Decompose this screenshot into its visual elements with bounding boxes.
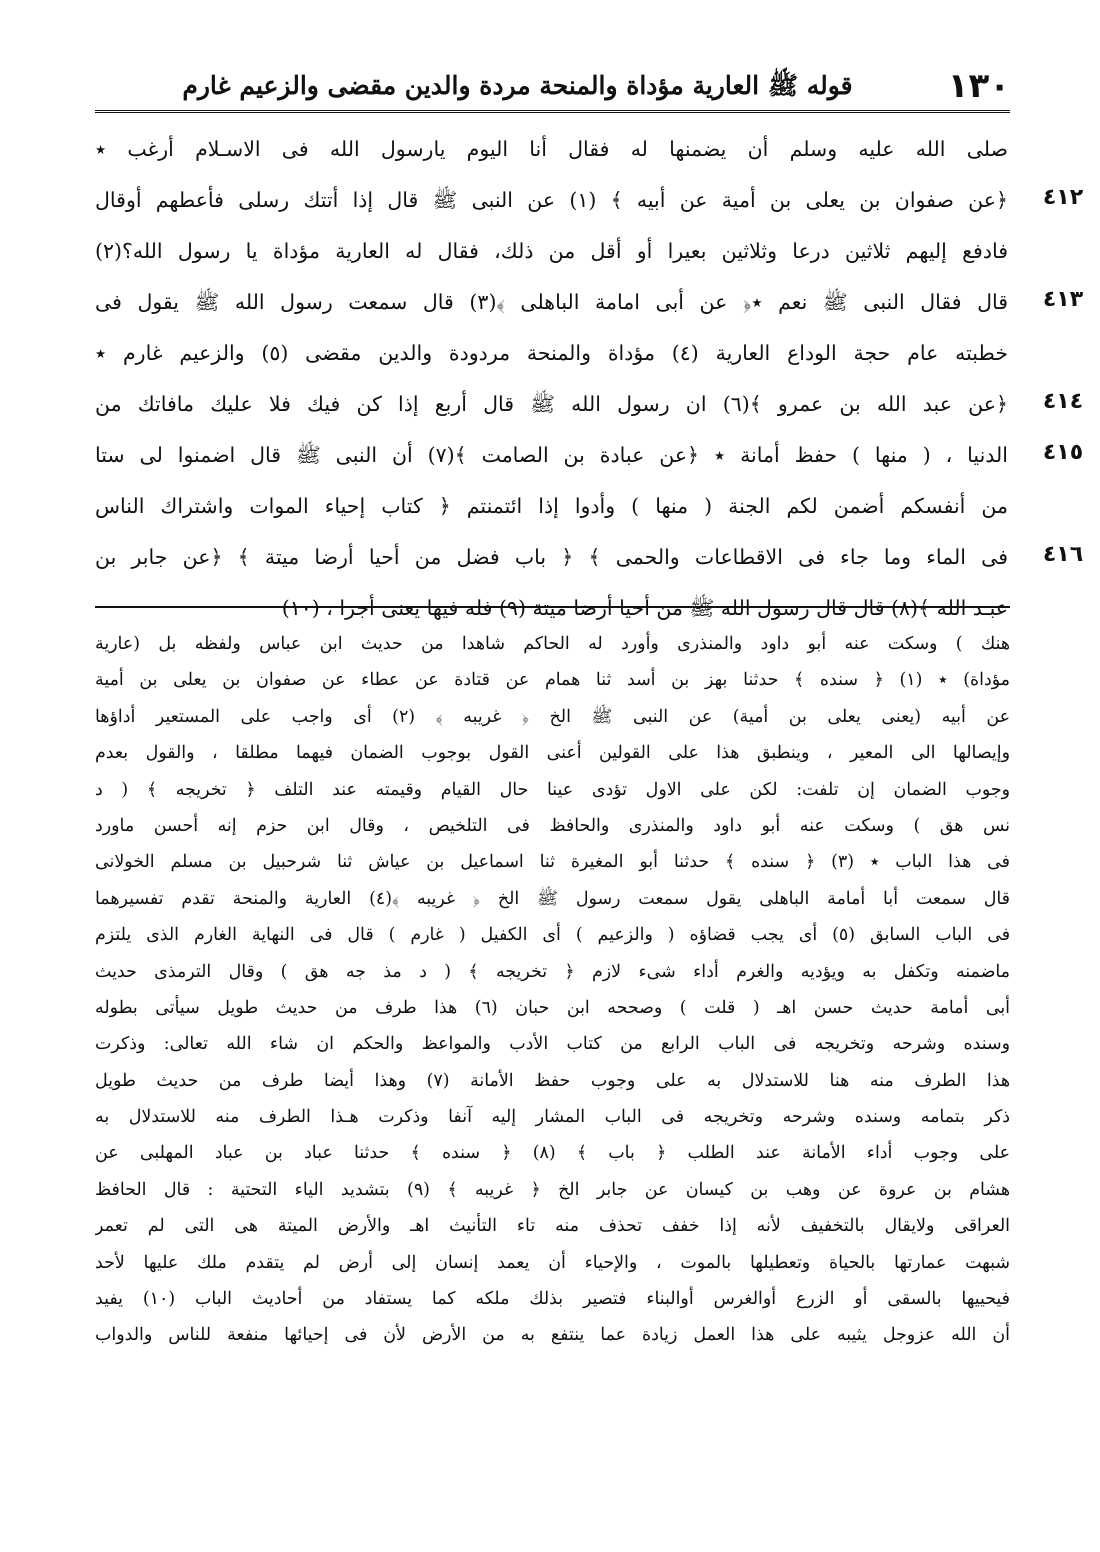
commentary-line: هنك ) وسكت عنه أبو داود والمنذرى وأورد له الحاكم شاهدا من حديث ابن عباس ولفظه بل (عارية xyxy=(95,634,1010,654)
commentary-line: وسنده وشرحه وتخريجه فى الباب الرابع من كتاب الأدب والمواعظ والحكم ان شاء الله تعالى: وذكرت xyxy=(95,1034,1010,1055)
commentary-line: هشام بن عروة عن وهب بن كيسان عن جابر الخ ﴿ غريبه ﴾ (٩) بتشديد الياء التحتية : قال الحافظ xyxy=(95,1179,1010,1200)
header-rule xyxy=(95,110,1010,113)
page-number: ١٣٠ xyxy=(947,66,1010,106)
commentary-line: فيحييها بالسقى أو الزرع أوالغرس أوالبناء فتصير بذلك ملكه كما يستفاد من أحاديث الباب (١٠) يفيد xyxy=(95,1289,1010,1310)
main-line-text: صلى الله عليه وسلم أن يضمنها له فقال أنا اليوم يارسول الله فى الاسـلام أرغب ٭ xyxy=(95,137,1008,161)
commentary-line: أبى أمامة حديث حسن اهـ ( قلت ) وصححه ابن حبان (٦) هذا طرف من حديث طويل سيأتى بطوله xyxy=(95,997,1010,1018)
commentary-line: عن أبيه (يعنى يعلى بن أمية) عن النبى ﷺ الخ ﴿ غريبه ﴾ (٢) أى واجب على المستعير أداؤها xyxy=(95,706,1010,727)
commentary-line: فى هذا الباب ٭ (٣) ﴿ سنده ﴾ حدثنا أبو المغيرة ثنا اسماعيل بن عياش ثنا شرحبيل بن مسلم الخولانى xyxy=(95,852,1010,873)
hadith-number: ٤١٢ xyxy=(1042,185,1084,210)
hadith-number: ٤١٥ xyxy=(1042,440,1084,465)
book-page xyxy=(95,58,1084,1518)
commentary-line: ذكر بتمامه وسنده وشرحه وتخريجه فى الباب المشار إليه آنفا وذكرت هـذا الطرف منه للاستدلال به xyxy=(95,1107,1010,1128)
main-line-text: الدنيا ، ( منها ) حفظ أمانة ٭ ﴿عن عبادة بن الصامت ﴾(٧) أن النبى ﷺ قال اضمنوا لى ستا xyxy=(95,443,1008,467)
main-line xyxy=(95,277,1084,328)
main-line xyxy=(95,379,1084,430)
main-line xyxy=(95,481,1010,532)
separator-rule xyxy=(95,606,1010,608)
commentary-line: مؤداة) ٭ (١) ﴿ سنده ﴾ حدثنا بهز بن أسد ثنا همام عن قتادة عن عطاء عن صفوان بن يعلى بن أمية xyxy=(95,670,1010,691)
hadith-number: ٤١٣ xyxy=(1042,287,1084,312)
main-line xyxy=(95,328,1010,379)
main-line-text: قال فقال النبى ﷺ نعم ٭﴿ عن أبى امامة الباهلى ﴾(٣) قال سمعت رسول الله ﷺ يقول فى xyxy=(95,290,1008,314)
main-text xyxy=(95,124,1084,634)
commentary-line: هذا الطرف منه هنا للاستدلال به على وجوب حفظ الأمانة (٧) وهذا أيضا طرف من حديث طويل xyxy=(95,1070,1010,1091)
main-line-text: من أنفسكم أضمن لكم الجنة ( منها ) وأدوا إذا ائتمنتم ﴿ كتاب إحياء الموات واشتراك الناس xyxy=(95,494,1008,518)
running-title: قوله ﷺ العارية مؤداة والمنحة مردة والدين مقضى والزعيم غارم xyxy=(182,71,853,100)
commentary-line: فى الباب السابق (٥) أى يجب قضاؤه ( والزعيم ) أى الكفيل ( غارم ) قال فى النهاية الغارم الذى يلتزم xyxy=(95,925,1010,946)
commentary-line: قال سمعت أبا أمامة الباهلى يقول سمعت رسول ﷺ الخ ﴿ غريبه ﴾(٤) العارية والمنحة تقدم تفسيرهما xyxy=(95,888,1010,909)
commentary xyxy=(95,626,1010,1354)
main-line xyxy=(95,175,1084,226)
main-line-text: فى الماء وما جاء فى الاقطاعات والحمى ﴾ ﴿ باب فضل من أحيا أرضا ميتة ﴾ ﴿عن جابر بن xyxy=(95,545,1008,569)
main-line-text: خطبته عام حجة الوداع العارية (٤) مؤداة والمنحة مردودة والدين مقضى (٥) والزعيم غارم ٭ xyxy=(95,341,1008,365)
main-line-text: ﴿عن صفوان بن يعلى بن أمية عن أبيه ﴾ (١) عن النبى ﷺ قال إذا أتتك رسلى فأعطهم أوقال xyxy=(95,188,1008,212)
commentary-line: ماضمنه وتكفل به ويؤديه والغرم أداء شىء لازم ﴿ تخريجه ﴾ ( د مذ جه هق ) وقال الترمذى حديث xyxy=(95,961,1010,982)
page-header xyxy=(95,58,1010,110)
commentary-line: شبهت عمارتها بالحياة وتعطيلها بالموت ، والإحياء أن يعمد إنسان إلى أرض لم يتقدم ملك عليها لأحد xyxy=(95,1252,1010,1273)
commentary-line: على وجوب أداء الأمانة عند الطلب ﴿ باب ﴾ (٨) ﴿ سنده ﴾ حدثنا عباد بن عباد المهلبى عن xyxy=(95,1143,1010,1164)
main-line xyxy=(95,124,1010,175)
hadith-number: ٤١٤ xyxy=(1042,389,1084,414)
commentary-line: أن الله عزوجل يثيبه على هذا العمل زيادة عما ينتفع به من الأرض لأن فى إحيائها منفعة للناس والدواب xyxy=(95,1325,1010,1346)
main-line xyxy=(95,226,1010,277)
main-line-text: فادفع إليهم ثلاثين درعا وثلاثين بعيرا أو أقل من ذلك، فقال له العارية مؤداة يا رسول الله؟(٢) xyxy=(95,239,1008,263)
commentary-line: وجوب الضمان إن تلفت: لكن على الاول تؤدى عينا حال القيام وقيمته عند التلف ﴿ تخريجه ﴾ ( د xyxy=(95,779,1010,800)
commentary-line: العراقى ولايقال بالتخفيف لأنه إذا خفف تحذف منه تاء التأنيث اهـ والأرض الميتة هى التى لم تعمر xyxy=(95,1216,1010,1237)
main-line xyxy=(95,430,1084,481)
main-line-text: عبـد الله ﴾(٨) قال قال رسول الله ﷺ من أحيا أرضا ميتة (٩) فله فيها يعنى أجرا ، (١٠) xyxy=(281,596,1008,620)
main-line xyxy=(95,532,1084,583)
main-line-text: ﴿عن عبد الله بن عمرو ﴾(٦) ان رسول الله ﷺ قال أربع إذا كن فيك فلا عليك مافاتك من xyxy=(95,392,1008,416)
hadith-number: ٤١٦ xyxy=(1042,542,1084,567)
commentary-line: وإيصالها الى المعير ، وينطبق هذا على القولين أعنى القول بوجوب الضمان فيهما مطلقا ، والقول بعدم xyxy=(95,743,1010,764)
commentary-line: نس هق ) وسكت عنه أبو داود والمنذرى والحافظ فى التلخيص ، وقال ابن حزم إنه أحسن ماورد xyxy=(95,815,1010,836)
